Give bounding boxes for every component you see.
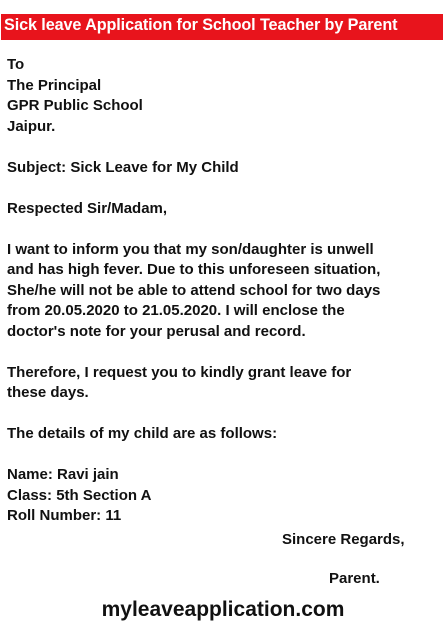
to-line: To (7, 56, 25, 73)
salutation-line: Respected Sir/Madam, (7, 199, 168, 217)
school-line: GPR Public School (7, 97, 143, 114)
roll-number-line: Roll Number: 11 (7, 507, 122, 524)
page-title: Sick leave Application for School Teacher by Parent (4, 16, 398, 34)
signature-line: Parent. (329, 570, 380, 587)
child-name-line: Name: Ravi jain (7, 466, 119, 483)
closing-line: Sincere Regards, (282, 531, 405, 548)
city-line: Jaipur. (7, 117, 56, 135)
body-paragraph-1-line: and has high fever. Due to this unforeseen situation, (7, 261, 381, 278)
body-paragraph-1-line: from 20.05.2020 to 21.05.2020. I will enclose the (7, 302, 345, 319)
body-paragraph-1-line: doctor's note for your perusal and record. (7, 322, 306, 340)
body-paragraph-1-line: I want to inform you that my son/daughter is unwell (7, 240, 374, 258)
website-footer: myleaveapplication.com (101, 598, 345, 621)
header (0, 0, 446, 50)
child-class-line: Class: 5th Section A (7, 486, 152, 504)
body-paragraph-1-line: She/he will not be able to attend school for two days (7, 281, 381, 299)
body-paragraph-2-line: these days. (7, 384, 89, 401)
body-paragraph-2-line: Therefore, I request you to kindly grant leave for (7, 363, 352, 381)
letter-body (7, 55, 441, 527)
subject-line: Subject: Sick Leave for My Child (7, 158, 239, 176)
details-intro-line: The details of my child are as follows: (7, 425, 278, 442)
recipient-line: The Principal (7, 76, 102, 94)
